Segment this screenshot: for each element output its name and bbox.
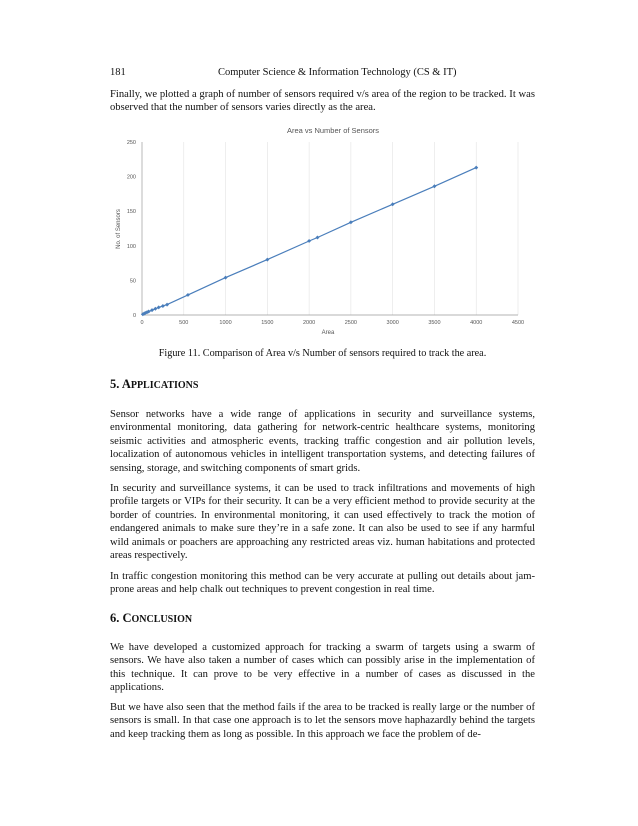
y-tick-label: 0 [132, 313, 136, 319]
x-tick-label: 500 [179, 320, 189, 326]
conclusion-paragraph-2: But we have also seen that the method fails if the area to be tracked is really large or the number of sensors is small. In that case one approach is to let the sensors move haphazardly behind the targets and keep tracking them as long as possible. In this approach we face the problem of de- [110, 702, 535, 740]
x-tick-label: 0 [140, 320, 144, 326]
data-point [165, 303, 169, 307]
area-vs-sensors-chart [108, 122, 538, 342]
data-point [315, 236, 319, 240]
data-point [474, 166, 478, 170]
x-axis-label: Area [321, 330, 335, 336]
x-tick-label: 3500 [428, 320, 441, 326]
chart-title: Area vs Number of Sensors [286, 126, 380, 135]
running-title: Computer Science & Information Technology (CS & IT) [218, 67, 457, 78]
section-heading-conclusion [110, 611, 192, 626]
data-point [265, 258, 269, 262]
page-number: 181 [110, 67, 126, 78]
conclusion-paragraph-1: We have developed a customized approach for tracking a swarm of targets using a swarm of sensors. We have also taken a number of cases which can possibly arise in the implementation of this technique. It can prove to be very effective in a number of cases as discussed in the applications. [110, 642, 535, 694]
section-number: 5. [110, 377, 120, 391]
chart-tick-labels [127, 140, 524, 326]
y-tick-label: 250 [126, 140, 136, 146]
applications-paragraph-2: In security and surveillance systems, it can be used to track infiltrations and movements of high profile targets or VIPs for their security. It can be a very efficient method to provide security at the border of countries. In environmental monitoring, it can used effectively to track the motion of endangered animals to make sure they’re in a safe zone. It can also be used to see if any harmful wild animals or poachers are approaching any restricted areas viz. human habitations and protected areas respectively. [110, 483, 535, 562]
applications-paragraph-1: Sensor networks have a wide range of applications in security and surveillance systems, environmental monitoring, data gathering for network-centric healthcare systems, monitoring seismic activities and atmospheric events, tracking traffic congestion and air pollution levels, localization of autonomous vehicles in intelligent transportation systems, and detecting failures of sensing, storage, and switching components of smart grids. [110, 409, 535, 474]
data-point [432, 184, 436, 188]
x-tick-label: 1500 [261, 320, 274, 326]
section-number: 6. [110, 611, 120, 625]
y-tick-label: 200 [126, 174, 136, 181]
section-heading-applications [110, 377, 198, 392]
data-point [391, 202, 395, 206]
x-tick-label: 2500 [344, 320, 358, 326]
x-tick-label: 2000 [302, 320, 316, 326]
x-tick-label: 4000 [470, 320, 483, 326]
section-title-initial: A [121, 377, 131, 391]
data-point [161, 304, 165, 308]
data-point [224, 276, 228, 280]
intro-paragraph: Finally, we plotted a graph of number of sensors required v/s area of the region to be tracked. It was observed that the number of sensors varies directly as the area. [110, 89, 535, 114]
chart-grid [184, 142, 518, 315]
chart-axes [142, 142, 518, 315]
section-title-rest: PPLICATIONS [130, 380, 199, 391]
x-tick-label: 4500 [511, 320, 525, 326]
y-axis-label: No. of Sensors [116, 209, 122, 249]
y-tick-label: 50 [129, 278, 136, 285]
x-tick-label: 3000 [386, 320, 399, 326]
x-tick-label: 1000 [219, 320, 232, 326]
data-point [186, 293, 190, 297]
section-title-rest: ONCLUSION [131, 614, 193, 625]
section-title-initial: C [122, 611, 132, 625]
applications-paragraph-3: In traffic congestion monitoring this method can be very accurate at pulling out details about jam-prone areas and help chalk out techniques to prevent congestion in real time. [110, 571, 535, 596]
figure-caption: Figure 11. Comparison of Area v/s Number of sensors required to track the area. [158, 348, 487, 359]
y-tick-label: 100 [126, 243, 136, 250]
data-point [307, 239, 311, 243]
y-tick-label: 150 [126, 209, 136, 216]
data-point [349, 220, 353, 224]
